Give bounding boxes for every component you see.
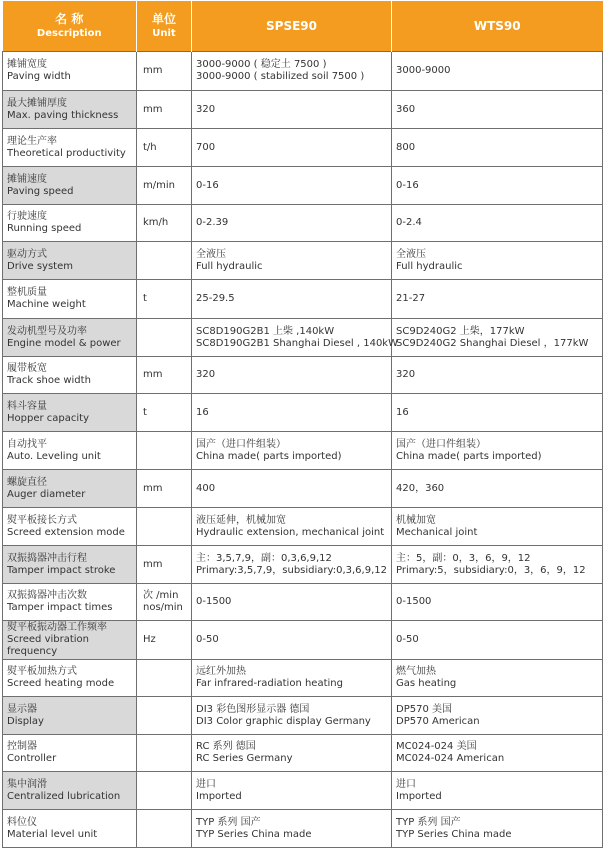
- wts90-value: [392, 697, 603, 735]
- spec-label: [3, 280, 137, 319]
- spse90-value-line: 0-16: [196, 179, 219, 191]
- wts90-value-line: DP570 美国: [396, 703, 452, 715]
- spec-label-zh: 行驶速度: [7, 211, 47, 222]
- table-row: [3, 205, 603, 242]
- spse90-value: [192, 242, 392, 280]
- table-row: [3, 167, 603, 205]
- spse90-value: [192, 810, 392, 848]
- spec-label-en: Max. paving thickness: [7, 109, 119, 121]
- spec-label-en: Auger diameter: [7, 488, 86, 500]
- wts90-value-line: TYP 系列 国产: [396, 816, 461, 828]
- spec-label-en: Screed vibration: [7, 634, 90, 645]
- spec-label-en: Auto. Leveling unit: [7, 450, 101, 462]
- table-row: [3, 91, 603, 129]
- wts90-value: [392, 205, 603, 242]
- spec-label-en: Theoretical productivity: [7, 147, 126, 159]
- spec-label: [3, 242, 137, 280]
- spse90-value-line: Primary:3,5,7,9，subsidiary:0,3,6,9,12: [196, 564, 387, 576]
- spec-unit-line: km/h: [143, 217, 169, 228]
- header-description: [3, 1, 137, 52]
- spec-label: [3, 584, 137, 621]
- spec-label-en: Centralized lubrication: [7, 790, 121, 802]
- spse90-value: [192, 546, 392, 584]
- spse90-value-line: China made( parts imported): [196, 450, 342, 462]
- spec-label: [3, 205, 137, 242]
- spse90-value: [192, 508, 392, 546]
- table-row: [3, 357, 603, 394]
- spec-label: [3, 319, 137, 357]
- wts90-value: [392, 129, 603, 167]
- spec-label: [3, 772, 137, 810]
- wts90-value-line: 800: [396, 141, 416, 153]
- spec-label-zh: 摊铺速度: [7, 173, 47, 185]
- wts90-value-line: 0-2.4: [396, 217, 422, 228]
- wts90-value-line: 0-16: [396, 179, 419, 191]
- spse90-value-line: 进口: [196, 778, 216, 790]
- table-body: [3, 52, 603, 848]
- spec-unit: [137, 357, 192, 394]
- spec-unit-line: mm: [143, 65, 163, 76]
- spse90-value-line: Hydraulic extension, mechanical joint: [196, 526, 385, 538]
- spec-unit: [137, 242, 192, 280]
- spse90-value-line: 0-2.39: [196, 217, 229, 228]
- spec-unit-line: nos/min: [143, 602, 183, 613]
- spse90-value: [192, 470, 392, 508]
- spec-label: [3, 621, 137, 660]
- wts90-value: [392, 735, 603, 772]
- table-row: [3, 584, 603, 621]
- spec-unit-line: Hz: [143, 634, 156, 645]
- header-unit: [137, 1, 192, 52]
- spec-label-zh: 集中润滑: [7, 778, 47, 790]
- header-model-spse90: SPSE90: [192, 1, 392, 52]
- spec-label: [3, 810, 137, 848]
- spec-unit: [137, 470, 192, 508]
- table-row: [3, 470, 603, 508]
- spse90-value-line: TYP 系列 国产: [196, 816, 261, 828]
- spec-unit: [137, 129, 192, 167]
- spse90-value-line: TYP Series China made: [196, 828, 312, 840]
- wts90-value-line: Full hydraulic: [396, 260, 463, 272]
- wts90-value-line: MC024-024 American: [396, 753, 505, 764]
- wts90-value-line: 国产（进口件组装）: [396, 438, 486, 450]
- header-description-zh: 名 称: [55, 12, 84, 26]
- spse90-value: [192, 735, 392, 772]
- spec-unit: [137, 697, 192, 735]
- spse90-value-line: 3000-9000 ( 稳定土 7500 ): [196, 59, 327, 70]
- table-row: [3, 508, 603, 546]
- wts90-value-line: 16: [396, 406, 409, 418]
- spec-label-zh: 熨平板振动器工作频率: [7, 622, 107, 633]
- spec-label-zh: 双振捣器冲击次数: [7, 590, 87, 601]
- spec-unit: [137, 810, 192, 848]
- wts90-value-line: DP570 American: [396, 715, 480, 727]
- wts90-value-line: 360: [396, 103, 416, 115]
- spec-label: [3, 508, 137, 546]
- wts90-value: [392, 357, 603, 394]
- spse90-value-line: 700: [196, 141, 216, 153]
- spec-unit-line: mm: [143, 482, 163, 494]
- spec-label-en: Drive system: [7, 260, 73, 272]
- spec-label-en: Tamper impact stroke: [7, 564, 116, 576]
- spse90-value-line: Full hydraulic: [196, 260, 263, 272]
- wts90-value-line: 进口: [396, 778, 416, 790]
- spec-label-zh: 最大摊铺厚度: [7, 97, 67, 109]
- spec-unit-line: 次 /min: [143, 590, 179, 601]
- spec-label-zh: 熨平板加热方式: [7, 666, 77, 677]
- spse90-value-line: 320: [196, 369, 216, 380]
- spse90-value: [192, 621, 392, 660]
- spec-label-en: Paving width: [7, 71, 71, 82]
- spec-unit-line: m/min: [143, 179, 175, 191]
- wts90-value-line: SC9D240G2 Shanghai Diesel ，177kW: [396, 337, 589, 349]
- spse90-value-line: 3000-9000 ( stabilized soil 7500 ): [196, 71, 365, 82]
- wts90-value-line: 机械加宽: [396, 514, 436, 526]
- spec-unit: [137, 167, 192, 205]
- spse90-value: [192, 697, 392, 735]
- spec-label-en: Display: [7, 715, 44, 727]
- spse90-value-line: Far infrared-radiation heating: [196, 678, 343, 689]
- header-unit-en: Unit: [152, 28, 176, 39]
- table-row: [3, 546, 603, 584]
- spse90-value: [192, 52, 392, 91]
- table-row: [3, 394, 603, 432]
- spec-label-zh: 显示器: [7, 703, 37, 715]
- table-row: [3, 280, 603, 319]
- wts90-value: [392, 52, 603, 91]
- spec-label-en: Running speed: [7, 223, 82, 234]
- table-header: [3, 1, 603, 52]
- table-row: [3, 810, 603, 848]
- spse90-value: [192, 772, 392, 810]
- spse90-value: [192, 432, 392, 470]
- spec-label-zh: 发动机型号及功率: [7, 325, 87, 337]
- spec-unit: [137, 91, 192, 129]
- wts90-value-line: MC024-024 美国: [396, 741, 477, 752]
- spec-label-en: Screed extension mode: [7, 526, 125, 538]
- spec-label-en: Track shoe width: [7, 375, 91, 386]
- spec-label: [3, 697, 137, 735]
- table-row: [3, 432, 603, 470]
- wts90-value: [392, 772, 603, 810]
- wts90-value: [392, 508, 603, 546]
- table-row: [3, 52, 603, 91]
- spse90-value-line: 16: [196, 406, 209, 418]
- wts90-value-line: 燃气加热: [396, 666, 436, 677]
- spse90-value: [192, 205, 392, 242]
- spec-unit: [137, 319, 192, 357]
- spec-label-en: Material level unit: [7, 828, 98, 840]
- wts90-value: [392, 810, 603, 848]
- spec-unit: [137, 584, 192, 621]
- wts90-value: [392, 660, 603, 697]
- wts90-value: [392, 546, 603, 584]
- spec-label: [3, 660, 137, 697]
- spec-label-en: Tamper impact times: [7, 602, 113, 613]
- spec-label: [3, 432, 137, 470]
- spse90-value-line: RC 系列 德国: [196, 741, 256, 752]
- spec-unit: [137, 735, 192, 772]
- spec-table-wrapper: [2, 1, 602, 848]
- spse90-value-line: 主：3,5,7,9，副：0,3,6,9,12: [196, 552, 332, 564]
- spec-label: [3, 735, 137, 772]
- spse90-value: [192, 357, 392, 394]
- spse90-value-line: 全液压: [196, 248, 226, 260]
- spec-label-zh: 料位仪: [7, 816, 37, 828]
- spse90-value: [192, 319, 398, 357]
- spec-unit-line: t: [143, 406, 147, 418]
- wts90-value-line: Gas heating: [396, 678, 457, 689]
- spse90-value: [192, 129, 392, 167]
- spec-unit-line: mm: [143, 103, 163, 115]
- table-row: [3, 621, 603, 660]
- table-row: [3, 735, 603, 772]
- spec-label: [3, 52, 137, 91]
- wts90-value-line: Primary:5，subsidiary:0，3，6，9，12: [396, 564, 586, 576]
- wts90-value: [392, 394, 603, 432]
- spse90-value-line: 0-1500: [196, 596, 232, 607]
- spse90-value-line: 0-50: [196, 634, 219, 645]
- wts90-value-line: 0-50: [396, 634, 419, 645]
- wts90-value-line: TYP Series China made: [396, 828, 512, 840]
- spec-label-en: Machine weight: [7, 299, 86, 310]
- spec-label-en: Controller: [7, 753, 57, 764]
- wts90-value-line: 主：5，副：0，3，6，9，12: [396, 552, 531, 564]
- spec-unit: [137, 660, 192, 697]
- wts90-value: [392, 280, 603, 319]
- spec-label: [3, 394, 137, 432]
- wts90-value-line: 3000-9000: [396, 65, 451, 76]
- spse90-value-line: 国产（进口件组装）: [196, 438, 286, 450]
- spec-unit: [137, 280, 192, 319]
- table-row: [3, 660, 603, 697]
- wts90-value: [392, 91, 603, 129]
- wts90-value-line: Mechanical joint: [396, 526, 478, 538]
- spec-label-zh: 自动找平: [7, 438, 47, 450]
- spec-unit: [137, 508, 192, 546]
- spec-label-zh: 双振捣器冲击行程: [7, 552, 87, 564]
- spse90-value-line: 液压延伸，机械加宽: [196, 514, 286, 526]
- spec-label-zh: 摊铺宽度: [7, 59, 47, 70]
- wts90-value-line: 21-27: [396, 293, 426, 304]
- table-row: [3, 129, 603, 167]
- wts90-value-line: 320: [396, 369, 416, 380]
- spse90-value-line: SC8D190G2B1 Shanghai Diesel , 140kW: [196, 337, 398, 349]
- wts90-value-line: 420，360: [396, 482, 445, 494]
- spec-table: [2, 1, 603, 848]
- spec-label: [3, 546, 137, 584]
- spec-label: [3, 470, 137, 508]
- spec-label-en: Hopper capacity: [7, 412, 89, 424]
- wts90-value-line: Imported: [396, 790, 442, 802]
- spec-label: [3, 357, 137, 394]
- spec-label-zh: 整机质量: [7, 287, 47, 298]
- spse90-value: [192, 91, 392, 129]
- spse90-value-line: SC8D190G2B1 上柴 ,140kW: [196, 325, 335, 337]
- spec-unit-line: t: [143, 293, 147, 304]
- wts90-value-line: 0-1500: [396, 596, 432, 607]
- spse90-value-line: 25-29.5: [196, 293, 235, 304]
- spec-unit-line: mm: [143, 369, 163, 380]
- table-row: [3, 697, 603, 735]
- spse90-value-line: 远红外加热: [196, 666, 246, 677]
- wts90-value: [392, 319, 603, 357]
- header-description-en: Description: [36, 28, 102, 39]
- spse90-value: [192, 584, 392, 621]
- table-row: [3, 319, 603, 357]
- wts90-value-line: 全液压: [396, 248, 426, 260]
- spec-label-zh: 料斗容量: [7, 400, 47, 412]
- spse90-value: [192, 167, 392, 205]
- wts90-value: [392, 621, 603, 660]
- spse90-value-line: DI3 Color graphic display Germany: [196, 715, 371, 727]
- wts90-value-line: SC9D240G2 上柴，177kW: [396, 325, 525, 337]
- spec-label-zh: 熨平板接长方式: [7, 514, 77, 526]
- spec-unit: [137, 432, 192, 470]
- wts90-value: [392, 432, 603, 470]
- spec-unit: [137, 394, 192, 432]
- spse90-value-line: DI3 彩色图形显示器 德国: [196, 703, 310, 715]
- spec-label-zh: 螺旋直径: [7, 476, 47, 488]
- header-unit-zh: 单位: [151, 12, 176, 26]
- table-row: [3, 772, 603, 810]
- spse90-value: [192, 394, 392, 432]
- spec-label-en: Engine model & power: [7, 337, 121, 349]
- spec-unit: [137, 52, 192, 91]
- spec-label-zh: 驱动方式: [7, 248, 47, 260]
- spec-label: [3, 91, 137, 129]
- spec-label: [3, 129, 137, 167]
- spec-unit: [137, 205, 192, 242]
- spse90-value-line: 400: [196, 482, 216, 494]
- spec-label-zh: 履带板宽: [7, 363, 47, 374]
- spec-label-zh: 理论生产率: [7, 135, 57, 147]
- spse90-value-line: RC Series Germany: [196, 753, 293, 764]
- wts90-value-line: China made( parts imported): [396, 450, 542, 462]
- spec-unit-line: mm: [143, 558, 163, 570]
- wts90-value: [392, 167, 603, 205]
- spec-label-en: Screed heating mode: [7, 678, 115, 689]
- spse90-value: [192, 280, 392, 319]
- spec-unit-line: t/h: [143, 141, 157, 153]
- spse90-value-line: Imported: [196, 790, 242, 802]
- spec-label-en: Paving speed: [7, 185, 74, 197]
- spec-label-en: frequency: [7, 646, 58, 657]
- table-row: [3, 242, 603, 280]
- wts90-value: [392, 470, 603, 508]
- spse90-value: [192, 660, 392, 697]
- spec-label: [3, 167, 137, 205]
- wts90-value: [392, 242, 603, 280]
- header-model-wts90: WTS90: [392, 1, 603, 52]
- spec-unit: [137, 621, 192, 660]
- spec-unit: [137, 546, 192, 584]
- spec-label-zh: 控制器: [7, 741, 37, 752]
- spse90-value-line: 320: [196, 103, 216, 115]
- spec-unit: [137, 772, 192, 810]
- wts90-value: [392, 584, 603, 621]
